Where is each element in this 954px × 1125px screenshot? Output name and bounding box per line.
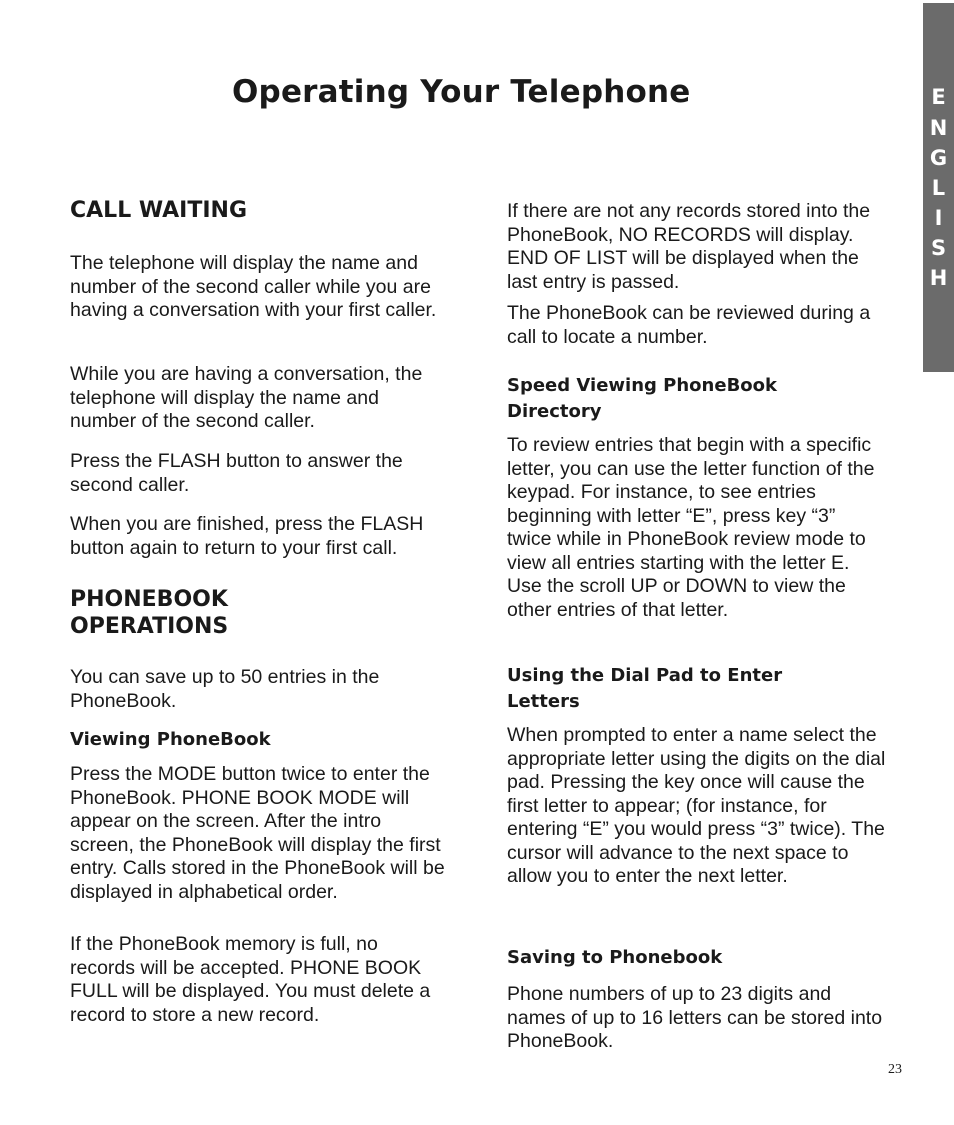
paragraph: While you are having a conversation, the telephone will display the name and number of the second caller. <box>70 363 423 432</box>
side-tab-letter: N <box>929 116 948 140</box>
paragraph: When prompted to enter a name select the appropriate letter using the digits on the dial pad. Pressing the key once will cause the first letter to appear; (for instance, for entering “E” you would press “3” twice). The cursor will advance to the next space to allow you to enter the next letter. <box>507 724 886 887</box>
side-tab-letter: H <box>929 266 948 290</box>
paragraph: The telephone will display the name and number of the second caller while you are having a conversation with your first caller. <box>70 252 437 321</box>
page-number: 23 <box>888 1062 902 1077</box>
side-tab-letter: E <box>931 85 946 109</box>
paragraph: The PhoneBook can be reviewed during a call to locate a number. <box>507 302 871 348</box>
call-waiting-heading: CALL WAITING <box>70 198 248 223</box>
side-tab-letter: G <box>929 146 948 170</box>
left-column <box>70 0 455 1125</box>
dial-pad-heading: Using the Dial Pad to Enter Letters <box>507 665 783 712</box>
paragraph: You can save up to 50 entries in the PhoneBook. <box>70 666 380 712</box>
paragraph: Press the MODE button twice to enter the PhoneBook. PHONE BOOK MODE will appear on the screen. After the intro screen, the PhoneBook will display the first entry. Calls stored in the PhoneBook will be displayed in alphabetical order. <box>70 763 445 903</box>
side-tab-letter: L <box>931 176 946 200</box>
saving-phonebook-heading: Saving to Phonebook <box>507 947 723 968</box>
side-tab-letter: I <box>934 206 943 230</box>
speed-viewing-heading: Speed Viewing PhoneBook Directory <box>507 375 777 422</box>
paragraph: If there are not any records stored into the PhoneBook, NO RECORDS will display. END OF LIST will be displayed when the last entry is passed. <box>507 200 871 293</box>
paragraph: Phone numbers of up to 23 digits and names of up to 16 letters can be stored into PhoneBook. <box>507 983 883 1052</box>
side-tab-letter: S <box>930 236 947 260</box>
right-column <box>507 0 892 1125</box>
paragraph: If the PhoneBook memory is full, no records will be accepted. PHONE BOOK FULL will be displayed. You must delete a record to store a new record. <box>70 933 431 1026</box>
phonebook-heading-line1: PHONEBOOK <box>70 587 228 612</box>
page-title: Operating Your Telephone <box>232 74 691 110</box>
language-side-tab <box>923 3 954 372</box>
viewing-phonebook-heading: Viewing PhoneBook <box>70 729 271 750</box>
paragraph: To review entries that begin with a specific letter, you can use the letter function of the keypad. For instance, to see entries beginning with letter “E”, press key “3” twice while in PhoneBook review mode to view all entries starting with the letter E. Use the scroll UP or DOWN to view the other entries of that letter. <box>507 434 875 621</box>
paragraph: When you are finished, press the FLASH button again to return to your first call. <box>70 513 424 559</box>
phonebook-heading-line2: OPERATIONS <box>70 614 229 639</box>
paragraph: Press the FLASH button to answer the second caller. <box>70 450 403 496</box>
